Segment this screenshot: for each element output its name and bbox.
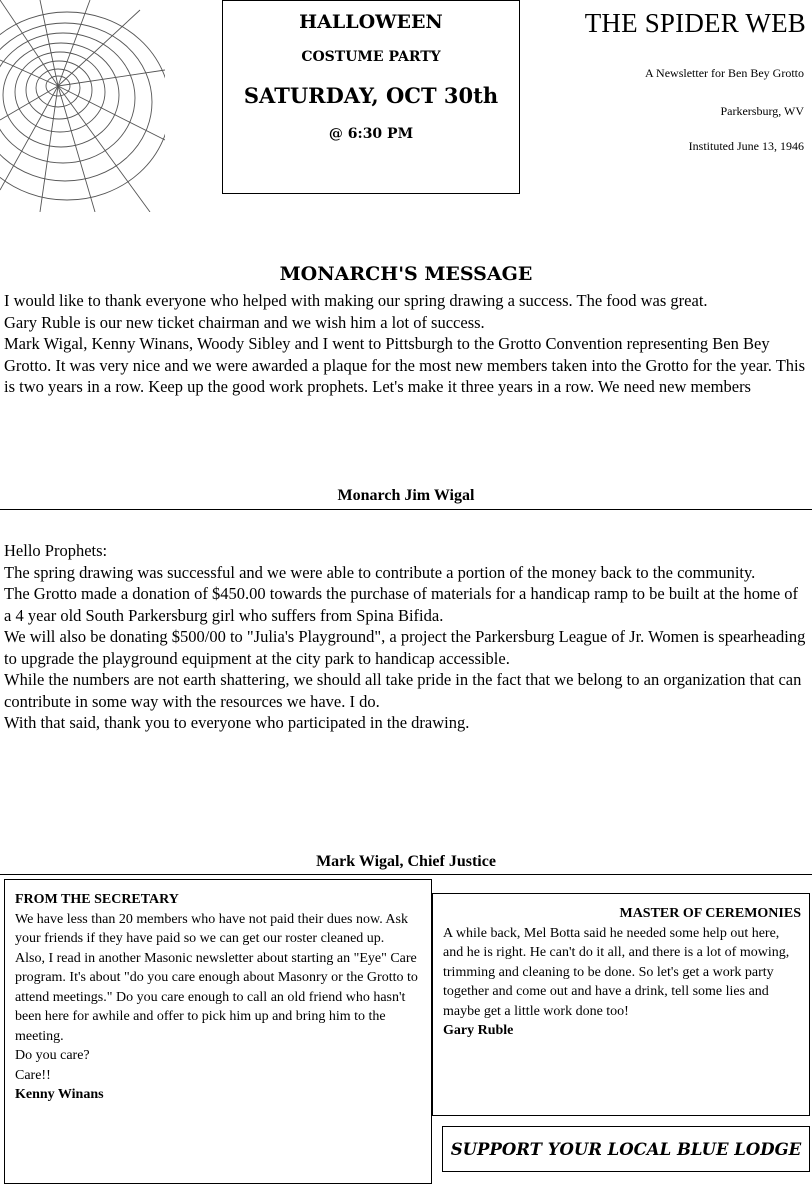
party-subheading: COSTUME PARTY [301,49,441,65]
party-heading: HALLOWEEN [299,11,443,33]
monarch-paragraph: Gary Ruble is our new ticket chairman and we wish him a lot of success. [4,312,485,332]
chief-justice-signature: Mark Wigal, Chief Justice [316,853,496,870]
monarch-message-body [4,290,808,398]
section-divider [0,874,812,875]
justice-paragraph: The Grotto made a donation of $450.00 towards the purchase of materials for a handicap ramp to be built at the home of a 4 year old South Parkersburg girl who suffers from Spina Bifida. [4,584,799,625]
justice-paragraph: The spring drawing was successful and we were able to contribute a portion of the money back to the community. [4,562,756,582]
monarch-paragraph: Mark Wigal, Kenny Winans, Woody Sibley and I went to Pittsburgh to the Grotto Convention representing Ben Bey Grotto. It was very nice and we were awarded a plaque for the most new members taken into the Grotto for the year. This is two years in a row. Keep up the good work prophets. Let's make it three years in a row. We need new members [4,334,806,396]
ceremonies-title: MASTER OF CEREMONIES [619,906,801,921]
justice-paragraph: Hello Prophets: [4,541,108,560]
secretary-paragraph: Also, I read in another Masonic newsletter about starting an "Eye" Care program. It's about "do you care enough about Masonry or the Grotto to attend meetings." Do you care enough to call an old friend who hasn't been here for awhile and offer to pick him up and bring him to the meeting. [15,950,418,1044]
secretary-paragraph: Care!! [15,1067,51,1083]
ceremonies-signature: Gary Ruble [443,1023,514,1038]
section-divider [0,509,812,510]
newsletter-title: THE SPIDER WEB [584,8,806,38]
party-time: @ 6:30 PM [328,126,414,142]
master-of-ceremonies-box [432,893,810,1116]
newsletter-location: Parkersburg, WV [720,104,804,118]
chief-justice-message-body [4,540,808,734]
secretary-signature: Kenny Winans [15,1087,104,1102]
blue-lodge-banner [442,1126,810,1172]
blue-lodge-text: SUPPORT YOUR LOCAL BLUE LODGE [450,1139,802,1159]
justice-paragraph: While the numbers are not earth shattering, we should all take pride in the fact that we belong to an organization that can contribute in some way with the resources we have. I do. [4,670,802,711]
justice-paragraph: We will also be donating $500/00 to "Julia's Playground", a project the Parkersburg League of Jr. Women is spearheading to upgrade the playground equipment at the city park to handicap accessible. [4,627,806,668]
secretary-title: FROM THE SECRETARY [15,892,179,907]
newsletter-subtitle: A Newsletter for Ben Bey Grotto [645,66,804,80]
monarch-message-title: MONARCH'S MESSAGE [279,263,533,285]
spider-web-illustration [0,0,165,212]
secretary-paragraph: We have less than 20 members who have not paid their dues now. Ask your friends if they have paid so we can get our roster cleaned up. [15,911,408,946]
newsletter-instituted: Instituted June 13, 1946 [688,139,804,153]
justice-paragraph: With that said, thank you to everyone who participated in the drawing. [4,713,470,732]
secretary-box [4,879,432,1184]
party-date: SATURDAY, OCT 30th [243,83,499,108]
monarch-signature: Monarch Jim Wigal [337,487,475,504]
ceremonies-body: A while back, Mel Botta said he needed some help out here, and he is right. He can't do it all, and there is a lot of mowing, trimming and cleaning to be done. So let's get a work party together and come out and have a drink, tell some lies and maybe get a little work done too! [443,925,790,1019]
monarch-paragraph: I would like to thank everyone who helped with making our spring drawing a success. The food was great. [4,291,708,310]
halloween-party-box [222,0,520,194]
secretary-paragraph: Do you care? [15,1048,90,1063]
